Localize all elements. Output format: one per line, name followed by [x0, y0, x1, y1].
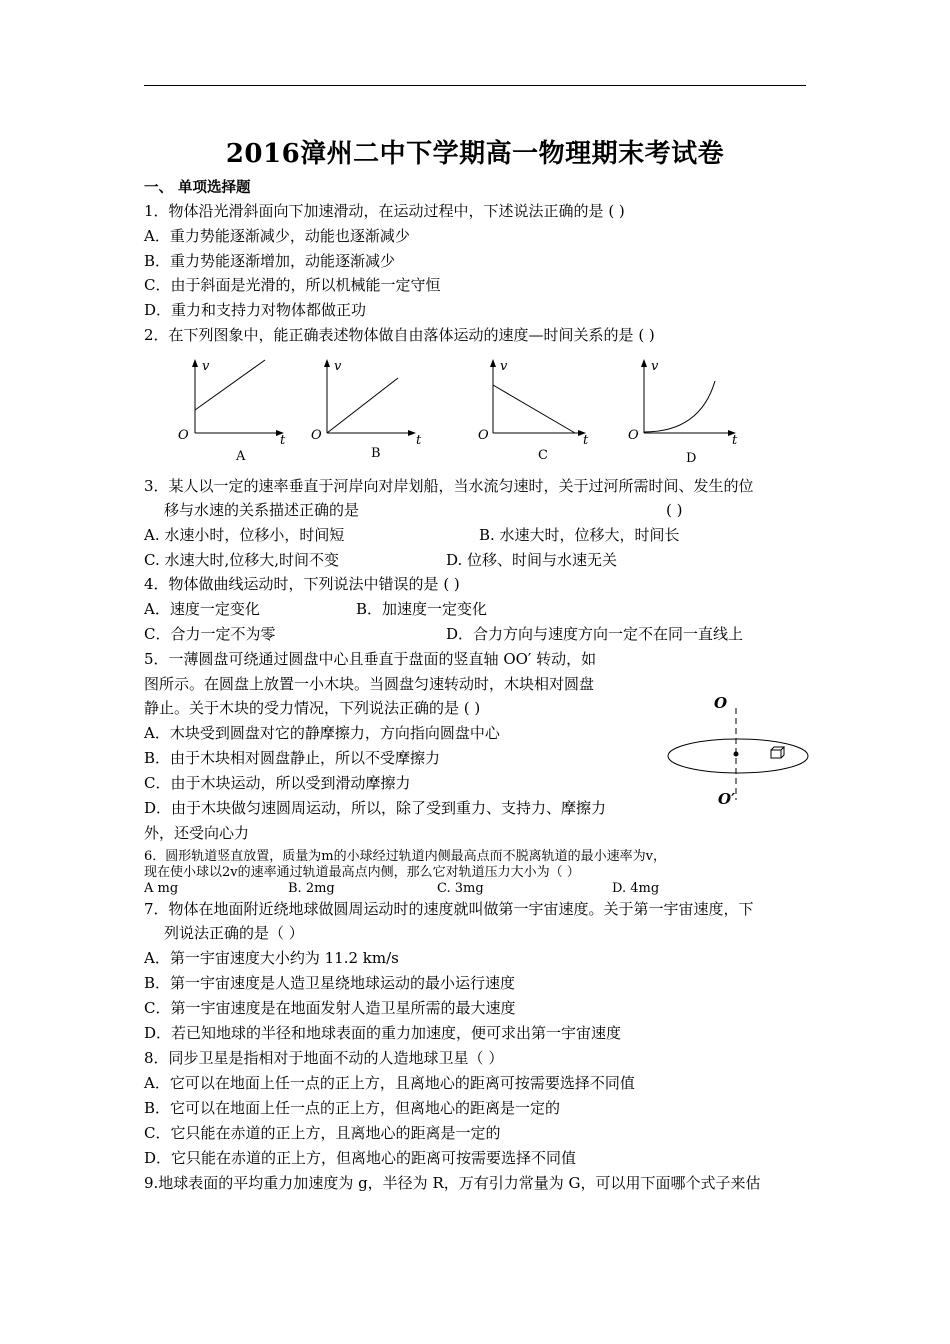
graph-d-origin: O — [628, 428, 639, 443]
graph-b-v-label: v — [334, 359, 342, 374]
graph-d-v-label: v — [651, 359, 659, 374]
q5-stem-line3: 静止。关于木块的受力情况，下列说法正确的是 ( ) — [144, 699, 481, 717]
q4-option-c: C．合力一定不为零 — [144, 625, 276, 643]
q5-option-d-line2: 外，还受向心力 — [144, 824, 250, 842]
q3-option-c: C. 水速大时,位移大,时间不变 — [144, 551, 340, 569]
graph-b — [311, 359, 422, 461]
q1-option-a: A．重力势能逐渐减少，动能也逐渐减少 — [144, 227, 410, 245]
q6-stem-line1: 6．圆形轨道竖直放置，质量为m的小球经过轨道内侧最高点而不脱离轨道的最小速率为v， — [144, 849, 666, 864]
graph-b-origin: O — [311, 428, 322, 443]
q7-option-a: A．第一宇宙速度大小约为 11.2 km/s — [144, 949, 399, 967]
q3-option-d: D. 位移、时间与水速无关 — [446, 551, 618, 569]
q4-option-d: D．合力方向与速度方向一定不在同一直线上 — [446, 625, 744, 643]
graph-a-origin: O — [178, 428, 189, 443]
q8-option-b: B．它可以在地面上任一点的正上方，但离地心的距离是一定的 — [144, 1099, 561, 1117]
q2-stem: 2．在下列图象中，能正确表述物体做自由落体运动的速度—时间关系的是 ( ) — [144, 326, 655, 344]
wooden-block-icon — [771, 747, 784, 758]
header-rule — [144, 85, 806, 86]
exam-title: 2016漳州二中下学期高一物理期末考试卷 — [225, 139, 725, 169]
q6-option-d: D. 4mg — [612, 881, 660, 896]
vt-graphs — [170, 355, 770, 465]
rotating-disk-figure — [660, 690, 820, 810]
graph-c-label: C — [538, 448, 548, 463]
q7-stem-line1: 7．物体在地面附近绕地球做圆周运动时的速度就叫做第一宇宙速度。关于第一宇宙速度，下 — [144, 900, 754, 918]
graph-c-origin: O — [478, 428, 489, 443]
graph-b-t-label: t — [416, 433, 422, 448]
q9-stem: 9.地球表面的平均重力加速度为 g，半径为 R，万有引力常量为 G，可以用下面哪个式子来估 — [144, 1174, 761, 1192]
q1-option-b: B．重力势能逐渐增加，动能逐渐减少 — [144, 252, 396, 270]
q5-option-b: B．由于木块相对圆盘静止，所以不受摩擦力 — [144, 749, 441, 767]
q1-stem: 1．物体沿光滑斜面向下加速滑动，在运动过程中，下述说法正确的是 ( ) — [144, 202, 625, 220]
graph-a-v-label: v — [202, 359, 210, 374]
q6-stem-line2: 现在使小球以2v的速率通过轨道最高点内侧，那么它对轨道压力大小为（ ） — [144, 865, 580, 880]
q4-option-a: A．速度一定变化 — [144, 600, 260, 618]
axis-top-label: O — [714, 694, 728, 712]
q4-option-b: B．加速度一定变化 — [356, 600, 488, 618]
q3-option-b: B. 水速大时，位移大，时间长 — [479, 526, 680, 544]
graph-c — [478, 359, 589, 463]
q7-stem-line2: 列说法正确的是（ ） — [164, 924, 304, 942]
q3-stem-line1: 3．某人以一定的速率垂直于河岸向对岸划船，当水流匀速时，关于过河所需时间、发生的位 — [144, 477, 754, 495]
q7-option-c: C．第一宇宙速度是在地面发射人造卫星所需的最大速度 — [144, 999, 516, 1017]
q3-stem-line2: 移与水速的关系描述正确的是 — [164, 501, 360, 519]
q8-option-a: A．它可以在地面上任一点的正上方，且离地心的距离可按需要选择不同值 — [144, 1074, 635, 1092]
q7-option-d: D．若已知地球的半径和地球表面的重力加速度，便可求出第一宇宙速度 — [144, 1024, 622, 1042]
axis-bottom-label: O′ — [718, 790, 736, 808]
q8-option-c: C．它只能在赤道的正上方，且离地心的距离是一定的 — [144, 1124, 501, 1142]
q8-option-d: D．它只能在赤道的正上方，但离地心的距离可按需要选择不同值 — [144, 1149, 577, 1167]
q7-option-b: B．第一宇宙速度是人造卫星绕地球运动的最小运行速度 — [144, 974, 516, 992]
q5-stem-line1: 5．一薄圆盘可绕通过圆盘中心且垂直于盘面的竖直轴 OO′ 转动，如 — [144, 650, 597, 668]
q5-stem-line2: 图所示。在圆盘上放置一小木块。当圆盘匀速转动时，木块相对圆盘 — [144, 675, 595, 693]
q6-option-b: B. 2mg — [288, 881, 335, 896]
graph-b-label: B — [371, 446, 381, 461]
q8-stem: 8．同步卫星是指相对于地面不动的人造地球卫星（ ） — [144, 1049, 504, 1067]
q5-option-c: C．由于木块运动，所以受到滑动摩擦力 — [144, 774, 411, 792]
q3-option-a: A. 水速小时，位移小，时间短 — [144, 526, 345, 544]
graph-a-label: A — [236, 449, 246, 464]
q6-option-c: C. 3mg — [437, 881, 484, 896]
q5-option-d-line1: D．由于木块做匀速圆周运动，所以，除了受到重力、支持力、摩擦力 — [144, 799, 607, 817]
q5-option-a: A．木块受到圆盘对它的静摩擦力，方向指向圆盘中心 — [144, 724, 500, 742]
graph-a — [178, 359, 286, 464]
graph-d — [628, 359, 738, 465]
graph-d-label: D — [686, 451, 697, 465]
graph-c-t-label: t — [583, 433, 589, 448]
section-heading: 一、 单项选择题 — [144, 179, 251, 196]
graph-d-t-label: t — [732, 433, 738, 448]
q4-stem: 4．物体做曲线运动时，下列说法中错误的是 ( ) — [144, 575, 460, 593]
graph-a-t-label: t — [280, 433, 286, 448]
q3-answer-blank: ( ) — [666, 501, 683, 519]
q6-option-a: A mg — [144, 881, 179, 896]
q1-option-d: D．重力和支持力对物体都做正功 — [144, 301, 367, 319]
q1-option-c: C．由于斜面是光滑的，所以机械能一定守恒 — [144, 276, 441, 294]
graph-c-v-label: v — [500, 359, 508, 374]
